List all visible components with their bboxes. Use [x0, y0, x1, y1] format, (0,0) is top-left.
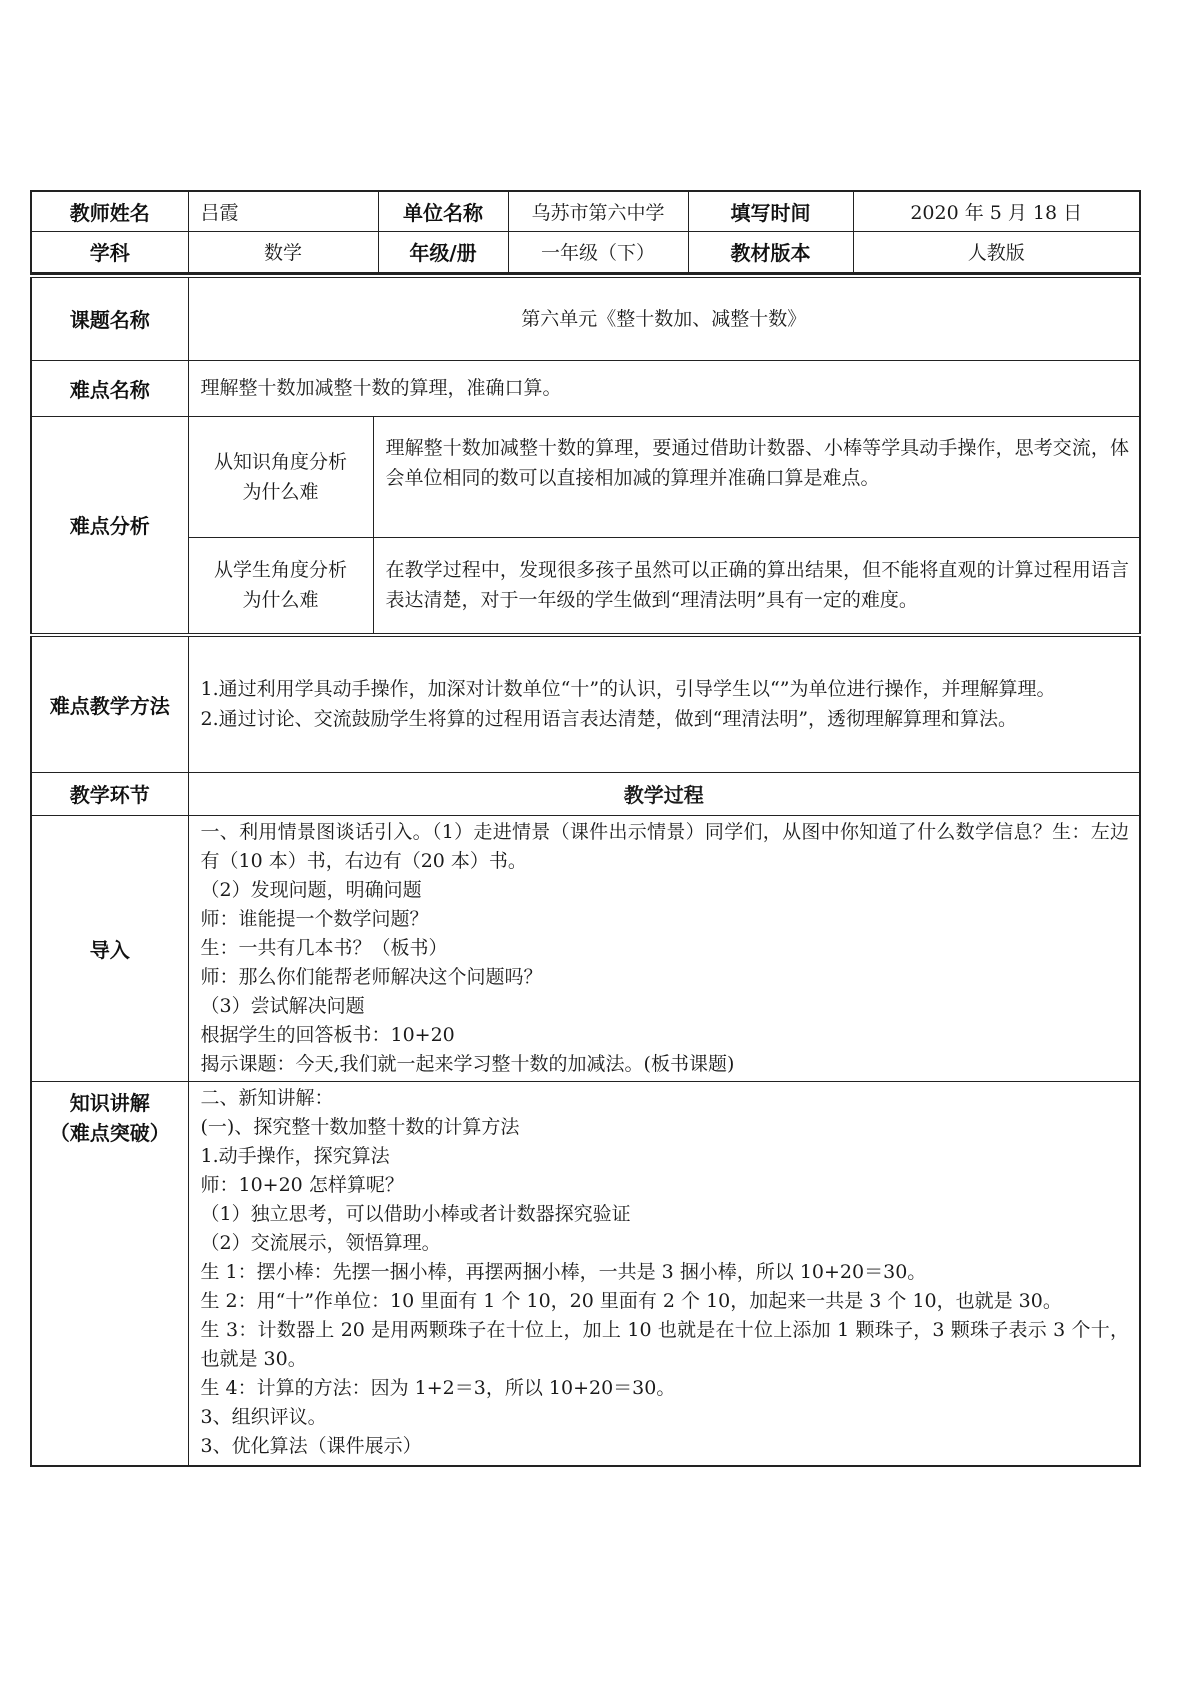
- knowledge-label-line-2: （难点突破）: [49, 1120, 170, 1145]
- difficulty-value: 理解整十数加减整十数的算理，准确口算。: [188, 360, 1140, 416]
- fill-date-label: 填写时间: [688, 191, 853, 231]
- difficulty-label: 难点名称: [31, 360, 188, 416]
- knowledge-line: 生 2：用“十”作单位：10 里面有 1 个 10，20 里面有 2 个 10，加起来一共是 3 个 10，也就是 30。: [200, 1289, 1062, 1312]
- analysis-row-student: [31, 537, 1140, 635]
- knowledge-text: [188, 1081, 1140, 1466]
- method-text: [188, 635, 1140, 772]
- student-angle-label: [188, 537, 373, 635]
- stage-header-label: 教学环节: [31, 772, 188, 815]
- header-row-2: [31, 231, 1140, 273]
- textbook-label: 教材版本: [688, 231, 853, 273]
- knowledge-row: [31, 1081, 1140, 1466]
- topic-value: 第六单元《整十数加、减整十数》: [188, 276, 1140, 360]
- intro-row: [31, 815, 1140, 1081]
- knowledge-line: 3、优化算法（课件展示）: [200, 1434, 422, 1457]
- subject-label: 学科: [31, 231, 188, 273]
- knowledge-line: 生 3：计数器上 20 是用两颗珠子在十位上，加上 10 也就是在十位上添加 1 颗珠子，3 颗珠子表示 3 个十，也就是 30。: [200, 1318, 1129, 1370]
- unit-name-label: 单位名称: [378, 191, 508, 231]
- method-row: [31, 635, 1140, 772]
- knowledge-label: [31, 1081, 188, 1466]
- grade-value: 一年级（下）: [508, 231, 688, 273]
- intro-line: 生：一共有几本书？（板书）: [200, 936, 448, 959]
- header-row-1: [31, 191, 1140, 231]
- topic-row: [31, 276, 1140, 360]
- knowledge-line: （2）交流展示，领悟算理。: [200, 1231, 441, 1254]
- topic-label: 课题名称: [31, 276, 188, 360]
- grade-label: 年级/册: [378, 231, 508, 273]
- student-angle-line-2: 为什么难: [242, 589, 319, 612]
- analysis-label: 难点分析: [31, 416, 188, 635]
- method-label: 难点教学方法: [31, 635, 188, 772]
- intro-label: 导入: [31, 815, 188, 1081]
- intro-line: 一、利用情景图谈话引入。（1）走进情景（课件出示情景）同学们，从图中你知道了什么数学信息？生：左边有（10 本）书，右边有（20 本）书。: [200, 820, 1129, 872]
- knowledge-angle-label: [188, 416, 373, 537]
- knowledge-line: 二、新知讲解：: [200, 1086, 334, 1109]
- method-line: 2.通过讨论、交流鼓励学生将算的过程用语言表达清楚，做到“理清法明”，透彻理解算理和算法。: [200, 708, 1018, 731]
- knowledge-line: 生 1：摆小棒：先摆一捆小棒，再摆两捆小棒，一共是 3 捆小棒，所以 10+20＝30。: [200, 1260, 927, 1283]
- knowledge-label-line-1: 知识讲解: [69, 1090, 150, 1115]
- teacher-name-label: 教师姓名: [31, 191, 188, 231]
- knowledge-line: (一)、探究整十数加整十数的计算方法: [200, 1115, 520, 1138]
- difficulty-row: [31, 360, 1140, 416]
- knowledge-line: 生 4：计算的方法：因为 1+2＝3，所以 10+20＝30。: [200, 1376, 676, 1399]
- knowledge-line: 师：10+20 怎样算呢？: [200, 1173, 404, 1196]
- process-header-row: [31, 772, 1140, 815]
- knowledge-angle-line-2: 为什么难: [242, 480, 319, 503]
- teacher-name-value: 吕霞: [188, 191, 378, 231]
- knowledge-line: 1.动手操作，探究算法: [200, 1144, 390, 1167]
- analysis-row-knowledge: [31, 416, 1140, 537]
- intro-line: 师：那么你们能帮老师解决这个问题吗？: [200, 965, 543, 988]
- intro-text: [188, 815, 1140, 1081]
- knowledge-line: 3、组织评议。: [200, 1405, 327, 1428]
- subject-value: 数学: [188, 231, 378, 273]
- knowledge-angle-line-1: 从知识角度分析: [213, 450, 347, 473]
- student-angle-text: 在教学过程中，发现很多孩子虽然可以正确的算出结果，但不能将直观的计算过程用语言表达清楚，对于一年级的学生做到“理清法明”具有一定的难度。: [373, 537, 1140, 635]
- main-table: [30, 274, 1141, 1467]
- intro-line: 根据学生的回答板书：10+20: [200, 1023, 455, 1046]
- intro-line: 揭示课题：今天,我们就一起来学习整十数的加减法。(板书课题): [200, 1052, 735, 1075]
- textbook-value: 人教版: [853, 231, 1140, 273]
- knowledge-angle-text: 理解整十数加减整十数的算理，要通过借助计数器、小棒等学具动手操作，思考交流，体会单位相同的数可以直接相加减的算理并准确口算是难点。: [373, 416, 1140, 537]
- student-angle-line-1: 从学生角度分析: [213, 559, 347, 582]
- unit-name-value: 乌苏市第六中学: [508, 191, 688, 231]
- intro-line: （3）尝试解决问题: [200, 994, 365, 1017]
- intro-line: （2）发现问题，明确问题: [200, 878, 422, 901]
- process-header-label: 教学过程: [188, 772, 1140, 815]
- lesson-plan-table: [30, 190, 1141, 1467]
- fill-date-value: 2020 年 5 月 18 日: [853, 191, 1140, 231]
- knowledge-line: （1）独立思考，可以借助小棒或者计数器探究验证: [200, 1202, 631, 1225]
- intro-line: 师：谁能提一个数学问题？: [200, 907, 429, 930]
- header-table: [30, 190, 1141, 274]
- method-line: 1.通过利用学具动手操作，加深对计数单位“十”的认识，引导学生以“”为单位进行操作，并理解算理。: [200, 678, 1056, 701]
